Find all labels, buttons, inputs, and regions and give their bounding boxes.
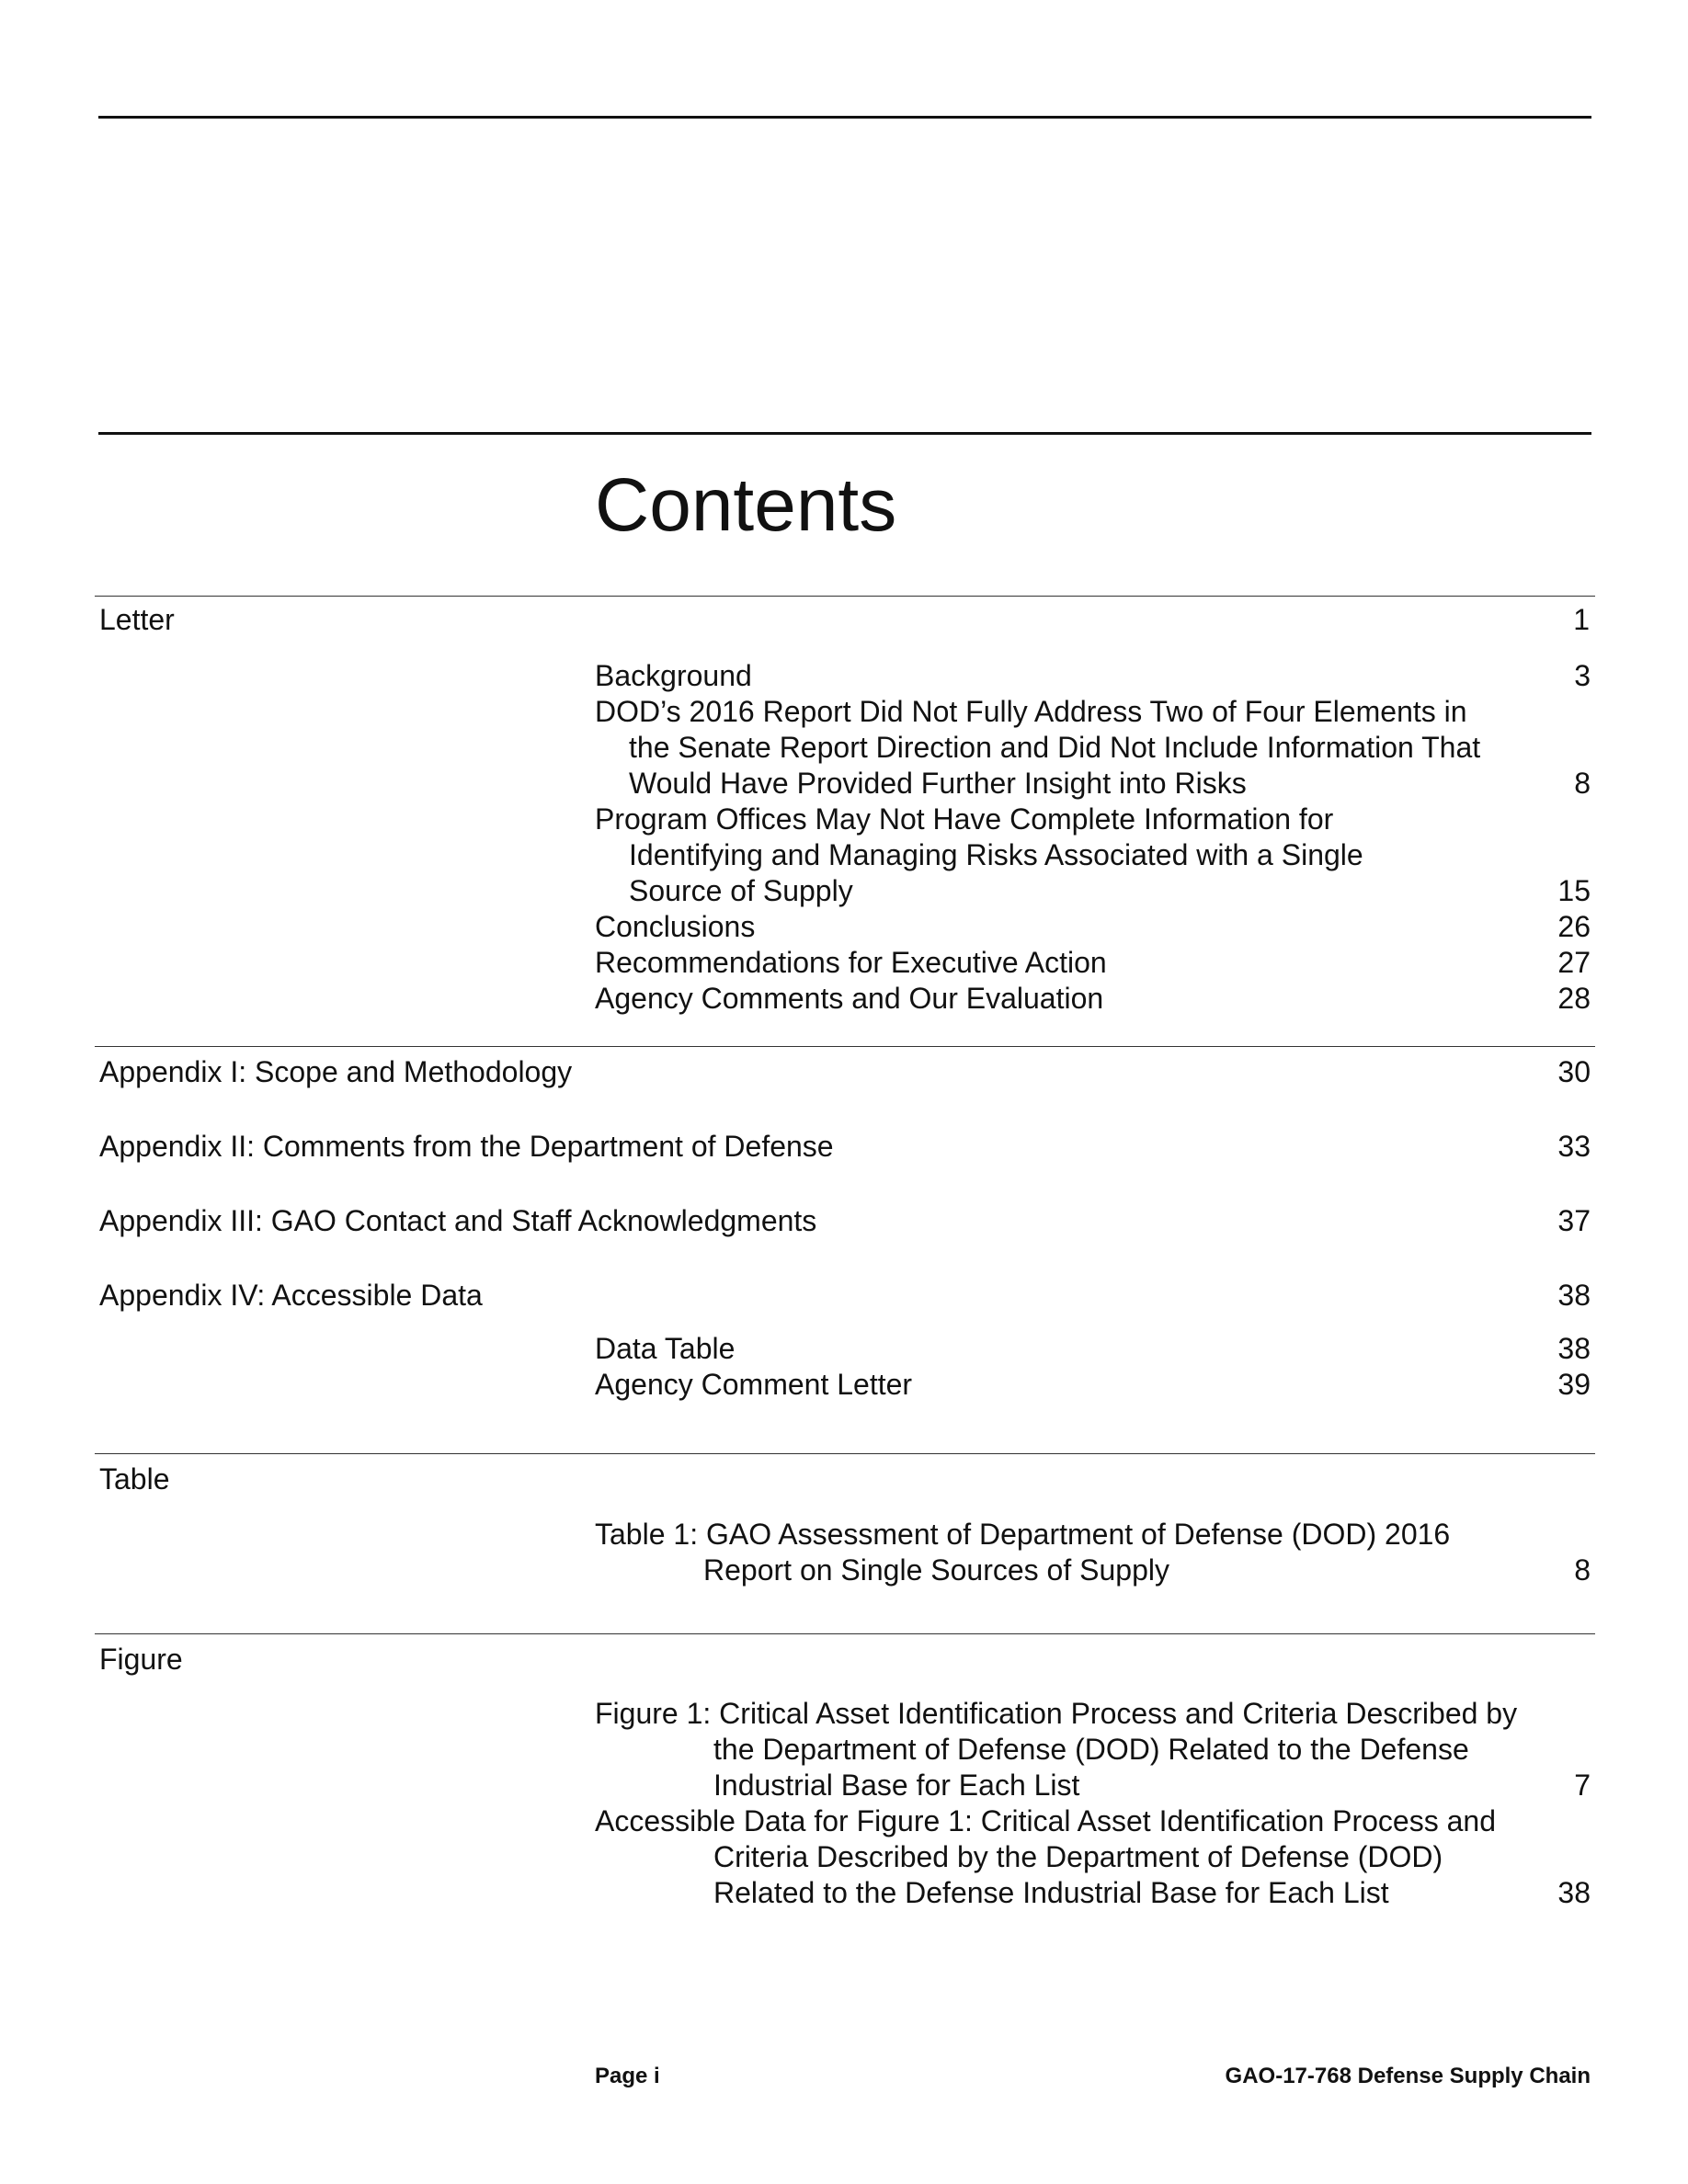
appendix-iv-entries: [595, 1331, 1591, 1403]
toc-entry-text: Data Table: [595, 1332, 736, 1365]
section-figure: [95, 1633, 1595, 1676]
toc-entry-text: Agency Comments and Our Evaluation: [595, 982, 1104, 1015]
section-letter: [95, 596, 1595, 636]
top-rule: [98, 116, 1591, 119]
toc-entry-data-table[interactable]: [595, 1331, 1591, 1367]
toc-entry-page: 15: [1557, 874, 1591, 907]
appendix-label: Appendix IV: Accessible Data: [99, 1279, 483, 1312]
toc-entry-text: Agency Comment Letter: [595, 1368, 913, 1401]
toc-entry-recommendations[interactable]: [595, 945, 1591, 981]
toc-entry-program-offices[interactable]: [595, 802, 1591, 909]
toc-entry-text: DOD’s 2016 Report Did Not Fully Address Two of Four Elements in the Senate Report Direction and Did Not Include Information That Would Have Provided Further Insight into Risks: [595, 695, 1481, 800]
section-letter-page: 1: [1573, 603, 1590, 636]
toc-entry-background[interactable]: [595, 658, 1591, 694]
toc-entry-text: Table 1: GAO Assessment of Department of Defense (DOD) 2016 Report on Single Sources of Supply: [595, 1518, 1451, 1587]
toc-entry-page: 38: [1557, 1876, 1591, 1909]
toc-entry-page: 3: [1574, 659, 1591, 692]
toc-entry-text: Program Offices May Not Have Complete Information for Identifying and Managing Risks Associated with a Single Source of Supply: [595, 802, 1363, 907]
appendix-page: 33: [1557, 1130, 1591, 1163]
toc-entry-page: 27: [1557, 946, 1591, 979]
section-table: [95, 1453, 1595, 1496]
appendix-label: Appendix I: Scope and Methodology: [99, 1055, 573, 1088]
toc-entry-text: Background: [595, 659, 752, 692]
toc-entry-table-1[interactable]: [595, 1517, 1591, 1588]
appendix-page: 37: [1557, 1204, 1591, 1237]
appendix-page: 38: [1557, 1279, 1591, 1312]
appendix-label: Appendix III: GAO Contact and Staff Acknowledgments: [99, 1204, 817, 1237]
toc-entry-text: Recommendations for Executive Action: [595, 946, 1107, 979]
section-appendices-rule: [95, 1046, 1595, 1047]
toc-entry-agency-comment-letter[interactable]: [595, 1367, 1591, 1403]
toc-entry-page: 7: [1574, 1769, 1591, 1802]
toc-entry-page: 8: [1574, 767, 1591, 800]
table-entries: [595, 1517, 1591, 1588]
title-rule: [98, 432, 1591, 435]
toc-entry-text: Accessible Data for Figure 1: Critical Asset Identification Process and Criteria Described by the Department of Defense (DOD) Related to the Defense Industrial Base for Each List: [595, 1804, 1496, 1909]
toc-entry-dod-report[interactable]: [595, 694, 1591, 802]
toc-entry-page: 38: [1557, 1332, 1591, 1365]
toc-entry-text: Conclusions: [595, 910, 756, 943]
footer-page-number: Page i: [595, 2064, 660, 2088]
toc-entry-page: 26: [1557, 910, 1591, 943]
toc-entry-page: 39: [1557, 1368, 1591, 1401]
appendix-label: Appendix II: Comments from the Department of Defense: [99, 1130, 834, 1163]
page-title: Contents: [595, 463, 897, 547]
toc-entry-figure-1[interactable]: [595, 1696, 1591, 1803]
toc-entry-accessible-figure-1[interactable]: [595, 1803, 1591, 1911]
section-letter-label[interactable]: Letter: [99, 603, 175, 636]
toc-entry-page: 8: [1574, 1553, 1591, 1587]
toc-entry-page: 28: [1557, 982, 1591, 1015]
section-table-label: Table: [99, 1462, 170, 1496]
footer-report-id: GAO-17-768 Defense Supply Chain: [1225, 2064, 1591, 2088]
toc-entry-text: Figure 1: Critical Asset Identification Process and Criteria Described by the Department of Defense (DOD) Related to the Defense Industrial Base for Each List: [595, 1697, 1518, 1802]
toc-entry-agency-comments[interactable]: [595, 981, 1591, 1017]
figure-entries: [595, 1696, 1591, 1911]
appendix-page: 30: [1557, 1055, 1591, 1088]
toc-entry-conclusions[interactable]: [595, 909, 1591, 945]
letter-entries: [595, 658, 1591, 1017]
section-figure-label: Figure: [99, 1643, 183, 1676]
